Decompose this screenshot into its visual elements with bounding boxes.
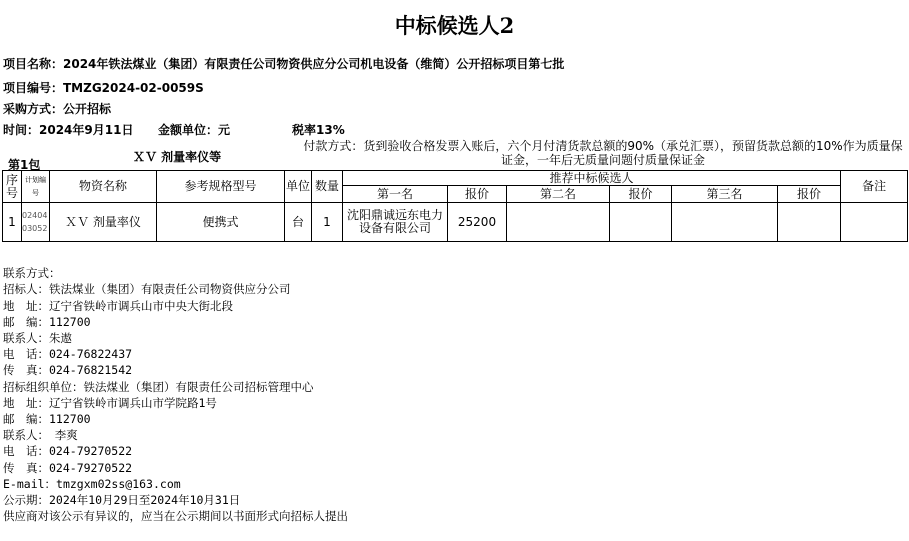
header-price-1: 报价 — [448, 186, 507, 203]
cell-qty: 1 — [312, 203, 343, 242]
header-material: 物资名称 — [50, 171, 157, 203]
candidate-table — [2, 170, 908, 242]
page-title: 中标候选人2 — [394, 13, 515, 38]
cell-remark — [841, 203, 908, 242]
cell-third — [672, 203, 778, 242]
amount-unit: 金额单位：元 — [158, 123, 231, 137]
contact-line: 联系人：朱遨 — [3, 331, 72, 346]
contact-line: 公示期：2024年10月29日至2024年10月31日 — [3, 493, 241, 508]
contact-line: 供应商对该公示有异议的，应当在公示期间以书面形式向招标人提出 — [3, 509, 348, 524]
project-number: 项目编号：TMZG2024-02-0059S — [3, 81, 204, 95]
contact-line: 邮 编：112700 — [3, 412, 91, 427]
package-label: 第1包 — [8, 158, 41, 172]
contact-line: 电 话：024-76822437 — [3, 347, 133, 362]
header-qty: 数量 — [312, 171, 343, 203]
contact-email[interactable]: E-mail：tmzgxm02ss@163.com — [3, 476, 181, 491]
cell-price-3 — [778, 203, 841, 242]
cell-spec: 便携式 — [157, 203, 285, 242]
contact-line: 邮 编：112700 — [3, 314, 91, 329]
cell-material: ＸＶ 剂量率仪 — [50, 203, 157, 242]
header-remark: 备注 — [841, 171, 908, 203]
header-plan-no: 计划编号 — [22, 171, 50, 203]
contact-info — [3, 249, 348, 541]
cell-second — [507, 203, 610, 242]
header-seq: 序号 — [3, 171, 22, 203]
procurement-method: 采购方式：公开招标 — [3, 102, 112, 116]
contact-line: 地 址：辽宁省铁岭市调兵山市学院路1号 — [3, 395, 217, 410]
tax-rate: 税率13% — [292, 123, 345, 137]
contact-line: 传 真：024-76821542 — [3, 363, 133, 378]
contact-line: 传 真：024-79270522 — [3, 460, 133, 475]
contact-line: 联系方式： — [3, 266, 61, 281]
contact-line: 联系人： 李爽 — [3, 428, 78, 443]
cell-seq: 1 — [3, 203, 22, 242]
table-row — [3, 203, 908, 242]
header-recommend: 推荐中标候选人 — [343, 171, 841, 186]
header-third: 第三名 — [672, 186, 778, 203]
date: 时间：2024年9月11日 — [3, 123, 134, 137]
header-spec: 参考规格型号 — [157, 171, 285, 203]
contact-line: 招标组织单位：铁法煤业（集团）有限责任公司招标管理中心 — [3, 379, 314, 394]
header-first: 第一名 — [343, 186, 448, 203]
contact-line: 地 址：辽宁省铁岭市调兵山市中央大街北段 — [3, 298, 233, 313]
cell-price-2 — [610, 203, 672, 242]
cell-price-1: 25200 — [448, 203, 507, 242]
header-second: 第二名 — [507, 186, 610, 203]
contact-line: 招标人：铁法煤业（集团）有限责任公司物资供应分公司 — [3, 282, 291, 297]
project-name: 项目名称：2024年铁法煤业（集团）有限责任公司物资供应分公司机电设备（维简）公开招标项目第七批 — [3, 57, 565, 71]
contact-line: 电 话：024-79270522 — [3, 444, 133, 459]
cell-unit: 台 — [285, 203, 312, 242]
cell-first: 沈阳鼎诚远东电力设备有限公司 — [343, 203, 448, 242]
header-price-2: 报价 — [610, 186, 672, 203]
cell-plan-no: 024040305​2 — [22, 203, 50, 242]
header-price-3: 报价 — [778, 186, 841, 203]
package-name: ＸＶ 剂量率仪等 — [133, 150, 222, 164]
payment-terms: 付款方式：货到验收合格发票入账后，六个月付清货款总额的90%（承兑汇票），预留货款总额的10%作为质量保证金，一年后无质量问题付质量保证金 — [303, 139, 903, 167]
header-unit: 单位 — [285, 171, 312, 203]
